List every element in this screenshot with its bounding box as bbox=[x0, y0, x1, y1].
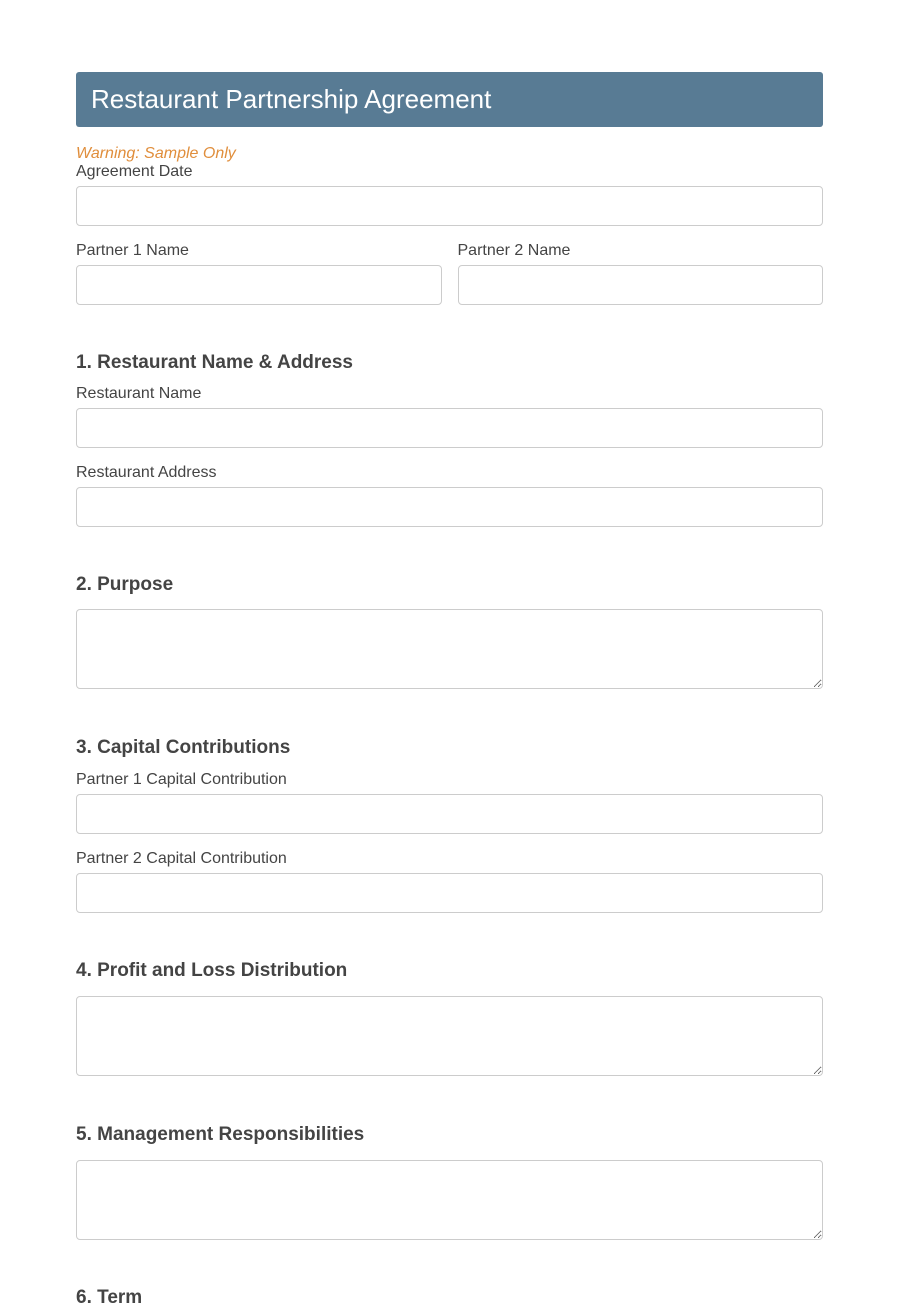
partner2-name-label: Partner 2 Name bbox=[457, 242, 571, 259]
section-heading-purpose: 2. Purpose bbox=[76, 574, 174, 595]
partner2-capital-label: Partner 2 Capital Contribution bbox=[76, 850, 287, 867]
sample-warning: Warning: Sample Only bbox=[76, 145, 236, 162]
partner-names-row bbox=[76, 242, 823, 305]
restaurant-name-label: Restaurant Name bbox=[76, 385, 202, 402]
restaurant-name-input[interactable] bbox=[76, 408, 823, 448]
management-textarea[interactable] bbox=[76, 1160, 823, 1240]
page-title: Restaurant Partnership Agreement bbox=[91, 84, 492, 114]
section-heading-management: 5. Management Responsibilities bbox=[76, 1124, 365, 1145]
purpose-textarea[interactable] bbox=[76, 609, 823, 689]
agreement-form bbox=[76, 72, 823, 1309]
profit-loss-textarea[interactable] bbox=[76, 996, 823, 1076]
section-heading-capital: 3. Capital Contributions bbox=[76, 737, 291, 758]
agreement-date-input[interactable] bbox=[76, 186, 823, 226]
title-bar bbox=[76, 72, 823, 127]
partner2-name-input[interactable] bbox=[458, 265, 824, 305]
restaurant-address-input[interactable] bbox=[76, 487, 823, 527]
section-heading-profit-loss: 4. Profit and Loss Distribution bbox=[76, 960, 348, 981]
partner1-name-input[interactable] bbox=[76, 265, 442, 305]
partner1-name-group bbox=[76, 242, 442, 305]
section-heading-term: 6. Term bbox=[76, 1287, 143, 1308]
partner2-name-group bbox=[458, 242, 824, 305]
section-heading-restaurant: 1. Restaurant Name & Address bbox=[76, 352, 354, 373]
partner1-name-label: Partner 1 Name bbox=[76, 242, 189, 259]
agreement-date-label: Agreement Date bbox=[76, 163, 193, 180]
partner1-capital-input[interactable] bbox=[76, 794, 823, 834]
partner2-capital-input[interactable] bbox=[76, 873, 823, 913]
partner1-capital-label: Partner 1 Capital Contribution bbox=[76, 771, 287, 788]
restaurant-address-label: Restaurant Address bbox=[76, 464, 217, 481]
